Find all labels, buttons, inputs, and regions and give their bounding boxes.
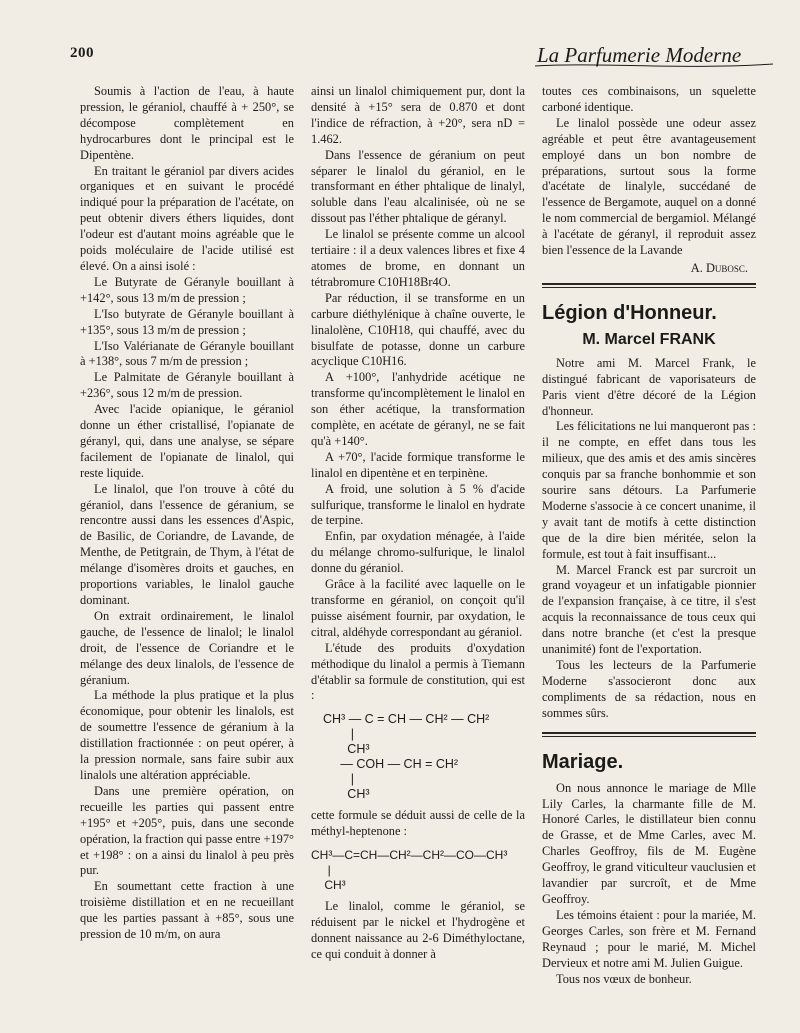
section-title: Mariage. (542, 750, 624, 773)
paragraph: Tous les lecteurs de la Parfumerie Moderne s'associeront donc aux compliments de sa rédaction, nous en sommes sûrs. (542, 658, 756, 720)
paragraph: A +100°, l'anhydride acétique ne transforme qu'incomplètement le linalol en son éther acétique, la transformation complète, en acétate de géranyl, ne se fait qu'à +140°. (311, 370, 525, 448)
paragraph: Notre ami M. Marcel Frank, le distingué fabricant de vaporisateurs de Paris vient d'être décoré de la Légion d'honneur. (542, 355, 756, 418)
paragraph: ainsi un linalol chimiquement pur, dont la densité à +15° sera de 0.870 et dont l'indice de réfraction, à +20°, sera nD = 1.462. (311, 84, 525, 146)
section-subtitle: M. Marcel FRANK (582, 330, 716, 348)
paragraph: Le linalol se présente comme un alcool tertiaire : il a deux valences libres et fixe 4 atomes de brome, en donnant un tétrabromure C10H18Br4O. (311, 227, 525, 289)
paragraph: Tous nos vœux de bonheur. (556, 971, 692, 986)
paragraph: Le linalol, comme le géraniol, se réduisent par le nickel et l'hydrogène et donnent naissance au 2-6 Diméthyloctane, ce qui conduit à donner à (311, 899, 525, 961)
paragraph: Grâce à la facilité avec laquelle on le transforme en géraniol, on conçoit qu'il puisse aisément fournir, par oxydation, le citral, aldéhyde correspondant au géraniol. (311, 577, 525, 639)
paragraph: Le Palmitate de Géranyle bouillant à +236°, sous 12 m/m de pression. (80, 370, 294, 401)
paragraph: Le Butyrate de Géranyle bouillant à +142°, sous 13 m/m de pression ; (80, 274, 294, 305)
paragraph: cette formule se déduit aussi de celle de la méthyl-heptenone : (311, 808, 525, 839)
paragraph: Le linalol possède une odeur assez agréable et peut être avantageusement employé dans un bon nombre de préparations, surtout sous la forme d'acétate de linalyle, succédané de l'essence de Bergamote, auquel on a donné le nom commercial de bergamiol. Mélangé à l'acétate de géranyl, il reproduit assez bien l'essence de la Lavande (542, 115, 756, 258)
signature: A. Dubosc. (690, 260, 748, 275)
paragraph: Dans l'essence de géranium on peut séparer le linalol du géraniol, en le transformant en éther phtalique de linalyl, soluble dans l'eau alcalinisée, où ne se dissout pas l'éther phtalique de géranyl. (311, 147, 525, 226)
paragraph: Le linalol, que l'on trouve à côté du géraniol, dans l'essence de géranium, se rencontre aussi dans les essences d'Aspic, de Basilic, de Coriandre, de Lavande, de Menthe, de Petitgrain, de Thym, à l'état de mélange d'isomères droits et gauches, en proportions variables, le linalol gauche dominant. (80, 481, 294, 607)
paragraph: Enfin, par oxydation ménagée, à l'aide du mélange chromo-sulfurique, le linalol donne du géraniol. (311, 529, 525, 576)
paragraph: Les témoins étaient : pour la mariée, M. Georges Carles, son frère et M. Fernand Reynaud ; pour le marié, M. Michel Dervieux et notre ami M. Julien Guigue. (542, 907, 756, 970)
paragraph: La méthode la plus pratique et la plus économique, pour obtenir les linalols, est de soumettre l'essence de géranium à la distillation fractionnée : on peut opérer, à la pression normale, sans faire subir aux linalols une altération appréciable. (80, 688, 294, 782)
mariage-section (542, 751, 756, 988)
methyl-heptenone-formula: CH³—C=CH—CH²—CH²—CO—CH³ | CH³ (311, 848, 508, 893)
paragraph: toutes ces combinaisons, un squelette carboné identique. (542, 84, 756, 114)
journal-title (535, 40, 775, 70)
section-divider (542, 732, 756, 737)
svg-text:La Parfumerie Moderne: La Parfumerie Moderne (537, 43, 742, 67)
paragraph: En traitant le géraniol par divers acides organiques et en suivant le procédé indiqué pour la préparation de l'acétate, on peut obtenir divers éthers liquides, dont l'odeur est d'autant moins agréable que le poids moléculaire de l'acide utilisé est élevé. On a ainsi isolé : (80, 163, 294, 273)
paragraph: Dans une première opération, on recueille les parties qui passent entre +195° et +205°, puis, dans une seconde opération, la fraction qui passe entre +197° et +198° : on a ainsi du linalol à peu près pur. (80, 783, 294, 878)
paragraph: A +70°, l'acide formique transforme le linalol en dipentène et en terpinène. (311, 449, 525, 480)
paragraph: Soumis à l'action de l'eau, à haute pression, le géraniol, chauffé à + 250°, se décompose complètement en hydrocarbures dont le principal est le Dipentène. (80, 84, 294, 162)
column-2 (311, 84, 525, 963)
column-3 (542, 84, 756, 987)
column-1 (80, 84, 294, 943)
paragraph: L'Iso butyrate de Géranyle bouillant à +135°, sous 13 m/m de pression ; (80, 306, 294, 337)
paragraph: M. Marcel Franck est par surcroit un grand voyageur et un infatigable pionnier de l'expansion française, à ce titre, il s'est acquis la reconnaissance de tous ceux qui dans notre branche (et c'est la presque unanimité) font de l'exportation. (542, 562, 756, 657)
paragraph: L'Iso Valérianate de Géranyle bouillant à +138°, sous 7 m/m de pression ; (80, 338, 294, 369)
paragraph: L'étude des produits d'oxydation méthodique du linalol a permis à Tiemann d'établir sa formule de constitution, qui est : (311, 640, 525, 703)
paragraph: En soumettant cette fraction à une troisième distillation et en ne recueillant que les parties passant à +85°, sous une pression de 10 m/m, on aura (80, 879, 294, 942)
page-number: 200 (70, 45, 94, 61)
paragraph: On extrait ordinairement, le linalol gauche, de l'essence de linalol; le linalol droit, de l'essence de Coriandre et le mélange des deux linalols, de l'essence de géranium. (80, 608, 294, 687)
paragraph: On nous annonce le mariage de Mlle Lily Carles, la charmante fille de M. Honoré Carles, le distillateur bien connu de Grasse, et de Mme Carles, avec M. Charles Geoffroy, fils de M. Eugène Geoffroy, le grand viticulteur vauclusien et lavandier par surcroît, et de Mme Geoffroy. (542, 780, 756, 906)
paragraph: Par réduction, il se transforme en un carbure diéthylénique à chaîne ouverte, le linalolène, C10H18, qui chauffé, avec du bisulfate de potasse, donne un carbure acyclique C10H16. (311, 290, 525, 369)
section-divider (542, 283, 756, 288)
section-title: Légion d'Honneur. (542, 301, 717, 324)
journal-title-logo (535, 40, 775, 70)
paragraph: Avec l'acide opianique, le géraniol donne un éther cristallisé, l'opianate de géranyl, qui, dans une analyse, se sépare facilement de l'opianate de linalol, qui reste liquide. (80, 402, 294, 480)
legion-section (542, 302, 756, 722)
linalol-formula: CH³ — C = CH — CH² — CH² | CH³ — COH — CH = CH² | CH³ (323, 712, 490, 802)
paragraph: Les félicitations ne lui manqueront pas : il ne compte, en effet dans tous les milieux, que des amis et des amis sincères conquis par sa franche bonhommie et son sourire sans détours. La Parfumerie Moderne s'associe à ce concert unanime, il y avait tant de motifs à cette distinction que de la dire bien méritée, selon la formule, est tout à fait insuffisant... (542, 419, 756, 561)
paragraph: A froid, une solution à 5 % d'acide sulfurique, transforme le linalol en hydrate de terpine. (311, 481, 525, 528)
